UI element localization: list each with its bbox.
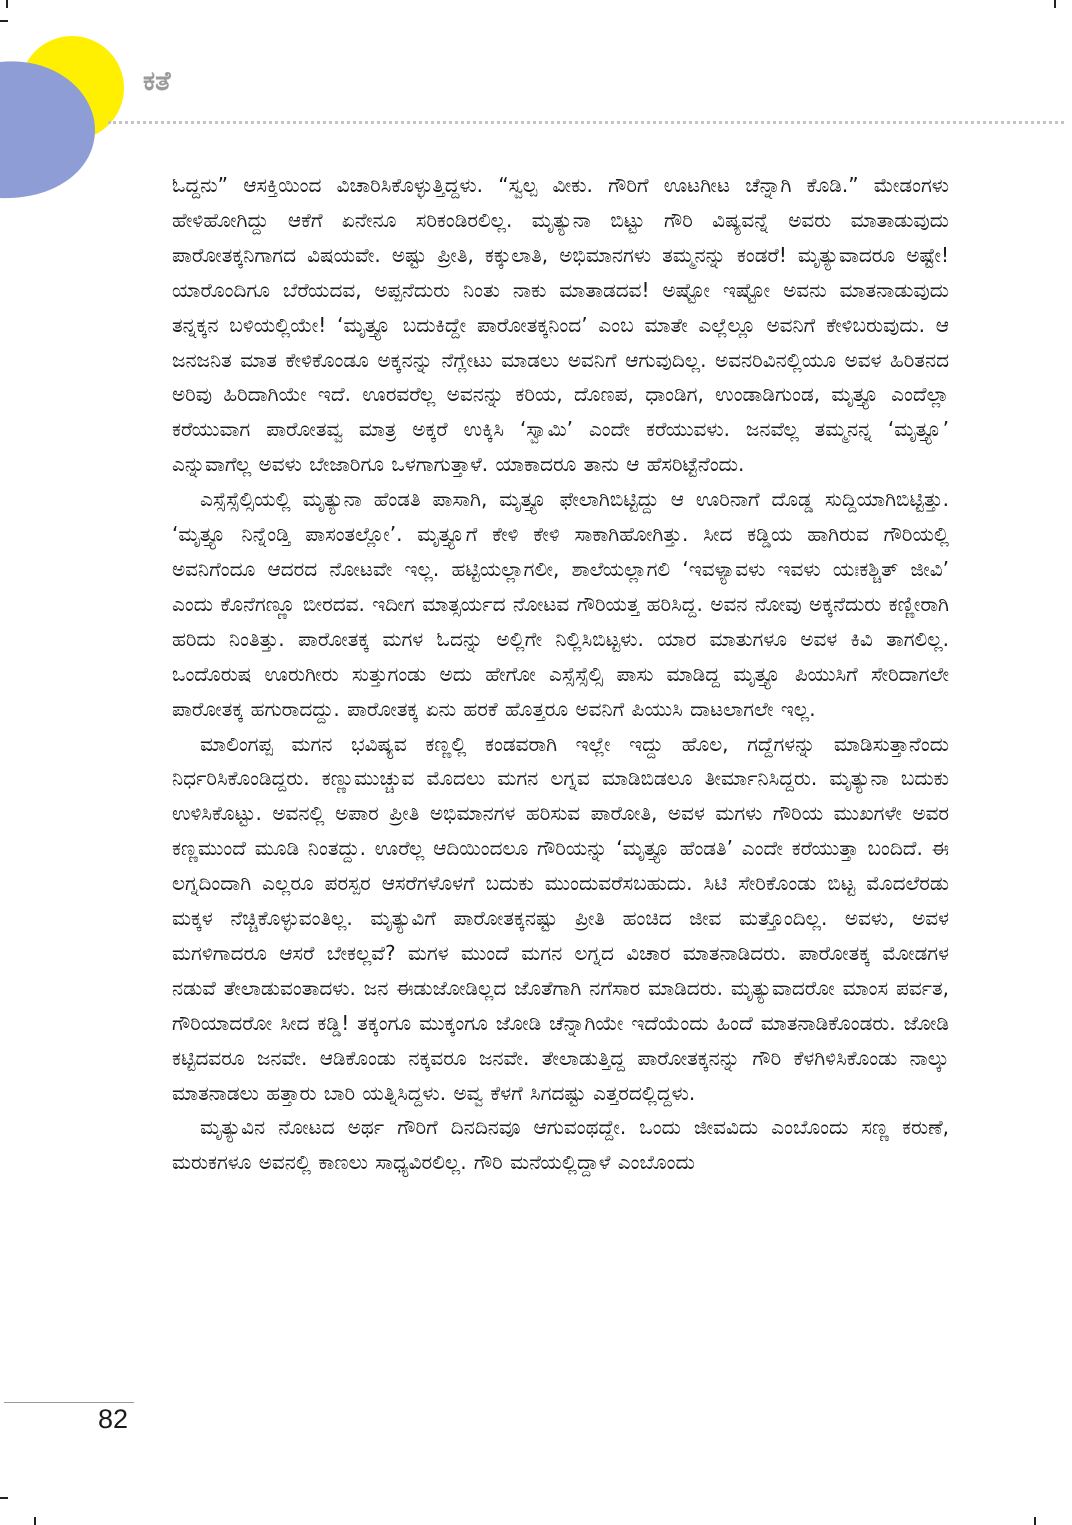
decorative-circles xyxy=(0,0,130,200)
paragraph-4: ಮೃತ್ಯುವಿನ ನೋಟದ ಅರ್ಥ ಗೌರಿಗೆ ದಿನದಿನವೂ ಆಗುವಂಥದ್ದೇ. ಒಂದು ಜೀವವಿದು ಎಂಬೊಂದು ಸಣ್ಣ ಕರುಣೆ, ಮರುಕಗಳೂ ಅವನಲ್ಲಿ ಕಾಣಲು ಸಾಧ್ಯವಿರಲಿಲ್ಲ. ಗೌರಿ ಮನೆಯಲ್ಲಿದ್ದಾಳೆ ಎಂಬೊಂದು xyxy=(172,1115,949,1175)
crop-mark-bottom-right xyxy=(1034,1517,1036,1525)
page-number: 82 xyxy=(98,1404,129,1434)
paragraph-2: ಎಸ್ಸೆಸ್ಸೆಲ್ಸಿಯಲ್ಲಿ ಮೃತ್ಯುನಾ ಹೆಂಡತಿ ಪಾಸಾಗಿ, ಮೃತ್ತ್ಯೂ ಫೇಲಾಗಿಬಿಟ್ಟಿದ್ದು ಆ ಊರಿನಾಗೆ ದೊಡ್ಡ ಸುದ್ದಿಯಾಗಿಬಿಟ್ಟಿತ್ತು. ‘ಮೃತ್ತ್ಯೂ ನಿನ್ನೆಂಡ್ತಿ ಪಾಸಂತಲ್ಲೋ’. ಮೃತ್ತ್ಯೂಗೆ ಕೇಳಿ ಕೇಳಿ ಸಾಕಾಗಿಹೋಗಿತ್ತು. ಸೀದ ಕಡ್ಡಿಯ ಹಾಗಿರುವ ಗೌರಿಯಲ್ಲಿ ಅವನಿಗೆಂದೂ ಆದರದ ನೋಟವೇ ಇಲ್ಲ. ಹಟ್ಟಿಯಲ್ಲಾಗಲೀ, ಶಾಲೆಯಲ್ಲಾಗಲಿ ‘ಇವಳ್ಯಾವಳು ಇವಳು ಯಃಕಶ್ಚಿತ್ ಜೀವಿ’ ಎಂದು ಕೊನೆಗಣ್ಣೂ ಬೀರದವ. ಇದೀಗ ಮಾತ್ಸರ್ಯದ ನೋಟವ ಗೌರಿಯತ್ತ ಹರಿಸಿದ್ದ. ಅವನ ನೋವು ಅಕ್ಕನೆದುರು ಕಣ್ಣೀರಾಗಿ ಹರಿದು ನಿಂತಿತ್ತು. ಪಾರೋತಕ್ಕ ಮಗಳ ಓದನ್ನು ಅಲ್ಲಿಗೇ ನಿಲ್ಲಿಸಿಬಿಟ್ಟಳು. ಯಾರ ಮಾತುಗಳೂ ಅವಳ ಕಿವಿ ತಾಗಲಿಲ್ಲ. ಒಂದೊರುಷ ಊರುಗೀರು ಸುತ್ತುಗಂಡು ಅದು ಹೇಗೋ ಎಸ್ಸೆಸ್ಸೆಲ್ಸಿ ಪಾಸು ಮಾಡಿದ್ದ ಮೃತ್ತ್ಯೂ ಪಿಯುಸಿಗೆ ಸೇರಿದಾಗಲೇ ಪಾರೋತಕ್ಕ ಹಗುರಾದದ್ದು. ಪಾರೋತಕ್ಕ ಏನು ಹರಕೆ ಹೊತ್ತರೂ ಅವನಿಗೆ ಪಿಯುಸಿ ದಾಟಲಾಗಲೇ ಇಲ್ಲ. xyxy=(172,487,949,721)
crop-mark-top-right xyxy=(1054,0,1056,8)
paragraph-1: ಓದ್ದನು” ಆಸಕ್ತಿಯಿಂದ ವಿಚಾರಿಸಿಕೊಳ್ಳುತ್ತಿದ್ದಳು. “ಸ್ವಲ್ಪ ವೀಕು. ಗೌರಿಗೆ ಊಟಗೀಟ ಚೆನ್ನಾಗಿ ಕೊಡಿ.” ಮೇಡಂಗಳು ಹೇಳಿಹೋಗಿದ್ದು ಆಕೆಗೆ ಏನೇನೂ ಸರಿಕಂಡಿರಲಿಲ್ಲ. ಮೃತ್ಯುನಾ ಬಿಟ್ಟು ಗೌರಿ ವಿಷ್ಯವನ್ನೆ ಅವರು ಮಾತಾಡುವುದು ಪಾರೋತಕ್ಕನಿಗಾಗದ ವಿಷಯವೇ. ಅಷ್ಟು ಪ್ರೀತಿ, ಕಕ್ಕುಲಾತಿ, ಅಭಿಮಾನಗಳು ತಮ್ಮನನ್ನು ಕಂಡರೆ! ಮೃತ್ಯುವಾದರೂ ಅಷ್ಟೇ! ಯಾರೊಂದಿಗೂ ಬೆರೆಯದವ, ಅಪ್ಪನೆದುರು ನಿಂತು ನಾಕು ಮಾತಾಡದವ! ಅಷ್ಟೋ ಇಷ್ಟೋ ಅವನು ಮಾತನಾಡುವುದು ತನ್ನಕ್ಕನ ಬಳಿಯಲ್ಲಿಯೇ! ‘ಮೃತ್ತ್ಯೂ ಬದುಕಿದ್ದೇ ಪಾರೋತಕ್ಕನಿಂದ’ ಎಂಬ ಮಾತೇ ಎಲ್ಲೆಲ್ಲೂ ಅವನಿಗೆ ಕೇಳಿಬರುವುದು. ಆ ಜನಜನಿತ ಮಾತ ಕೇಳಿಕೊಂಡೂ ಅಕ್ಕನನ್ನು ನೆಗ್ಲೇಟು ಮಾಡಲು ಅವನಿಗೆ ಆಗುವುದಿಲ್ಲ. ಅವನರಿವಿನಲ್ಲಿಯೂ ಅವಳ ಹಿರಿತನದ ಅರಿವು ಹಿರಿದಾಗಿಯೇ ಇದೆ. ಊರವರೆಲ್ಲ ಅವನನ್ನು ಕರಿಯ, ದೊಣಪ, ಧಾಂಡಿಗ, ಉಂಡಾಡಿಗುಂಡ, ಮೃತ್ತ್ಯೂ ಎಂದೆಲ್ಲಾ ಕರೆಯುವಾಗ ಪಾರೋತವ್ವ ಮಾತ್ರ ಅಕ್ಕರೆ ಉಕ್ಕಿಸಿ ‘ಸ್ವಾಮಿ’ ಎಂದೇ ಕರೆಯುವಳು. ಜನವೆಲ್ಲ ತಮ್ಮನನ್ನ ‘ಮೃತ್ತ್ಯೂ’ ಎನ್ನುವಾಗೆಲ್ಲ ಅವಳು ಬೇಜಾರಿಗೂ ಒಳಗಾಗುತ್ತಾಳೆ. ಯಾಕಾದರೂ ತಾನು ಆ ಹೆಸರಿಟ್ಟೆನೆಂದು. xyxy=(172,173,949,477)
dotted-divider xyxy=(108,121,1064,124)
paragraph-3: ಮಾಲಿಂಗಪ್ಪ ಮಗನ ಭವಿಷ್ಯವ ಕಣ್ಣಲ್ಲಿ ಕಂಡವರಾಗಿ ಇಲ್ಲೇ ಇದ್ದು ಹೊಲ, ಗದ್ದೆಗಳನ್ನು ಮಾಡಿಸುತ್ತಾನೆಂದು ನಿರ್ಧರಿಸಿಕೊಂಡಿದ್ದರು. ಕಣ್ಣುಮುಚ್ಚುವ ಮೊದಲು ಮಗನ ಲಗ್ನವ ಮಾಡಿಬಿಡಲೂ ತೀರ್ಮಾನಿಸಿದ್ದರು. ಮೃತ್ಯುನಾ ಬದುಕು ಉಳಿಸಿಕೊಟ್ಟು. ಅವನಲ್ಲಿ ಅಪಾರ ಪ್ರೀತಿ ಅಭಿಮಾನಗಳ ಹರಿಸುವ ಪಾರೋತಿ, ಅವಳ ಮಗಳು ಗೌರಿಯ ಮುಖಗಳೇ ಅವರ ಕಣ್ಣಮುಂದೆ ಮೂಡಿ ನಿಂತದ್ದು. ಊರೆಲ್ಲ ಆದಿಯಿಂದಲೂ ಗೌರಿಯನ್ನು ‘ಮೃತ್ತ್ಯೂ ಹೆಂಡತಿ’ ಎಂದೇ ಕರೆಯುತ್ತಾ ಬಂದಿದೆ. ಈ ಲಗ್ನದಿಂದಾಗಿ ಎಲ್ಲರೂ ಪರಸ್ಪರ ಆಸರೆಗಳೊಳಗೆ ಬದುಕು ಮುಂದುವರೆಸಬಹುದು. ಸಿಟಿ ಸೇರಿಕೊಂಡು ಬಿಟ್ಟ ಮೊದಲೆರಡು ಮಕ್ಕಳ ನೆಚ್ಚಿಕೊಳ್ಳುವಂತಿಲ್ಲ. ಮೃತ್ಯುವಿಗೆ ಪಾರೋತಕ್ಕನಷ್ಟು ಪ್ರೀತಿ ಹಂಚಿದ ಜೀವ ಮತ್ತೊಂದಿಲ್ಲ. ಅವಳು, ಅವಳ ಮಗಳಿಗಾದರೂ ಆಸರೆ ಬೇಕಲ್ಲವೆ? ಮಗಳ ಮುಂದೆ ಮಗನ ಲಗ್ನದ ವಿಚಾರ ಮಾತನಾಡಿದರು. ಪಾರೋತಕ್ಕ ಮೋಡಗಳ ನಡುವೆ ತೇಲಾಡುವಂತಾದಳು. ಜನ ಈಡುಜೋಡಿಲ್ಲದ ಜೊತೆಗಾಗಿ ನಗೆಸಾರ ಮಾಡಿದರು. ಮೃತ್ಯುವಾದರೋ ಮಾಂಸ ಪರ್ವತ, ಗೌರಿಯಾದರೋ ಸೀದ ಕಡ್ಡಿ! ತಕ್ಕಂಗೂ ಮುಕ್ಕಂಗೂ ಜೋಡಿ ಚೆನ್ನಾಗಿಯೇ ಇದೆಯೆಂದು ಹಿಂದೆ ಮಾತನಾಡಿಕೊಂಡರು. ಜೋಡಿ ಕಟ್ಟಿದವರೂ ಜನವೇ. ಆಡಿಕೊಂಡು ನಕ್ಕವರೂ ಜನವೇ. ತೇಲಾಡುತ್ತಿದ್ದ ಪಾರೋತಕ್ಕನನ್ನು ಗೌರಿ ಕೆಳಗಿಳಿಸಿಕೊಂಡು ನಾಲ್ಕು ಮಾತನಾಡಲು ಹತ್ತಾರು ಬಾರಿ ಯತ್ನಿಸಿದ್ದಳು. ಅವ್ವ ಕೆಳಗೆ ಸಿಗದಷ್ಟು ಎತ್ತರದಲ್ಲಿದ್ದಳು. xyxy=(172,731,949,1105)
section-title: ಕತೆ xyxy=(143,66,171,97)
story-body xyxy=(172,168,949,1390)
crop-mark-bottom-left xyxy=(34,1517,36,1525)
crop-mark-left-bottom xyxy=(0,1497,8,1499)
